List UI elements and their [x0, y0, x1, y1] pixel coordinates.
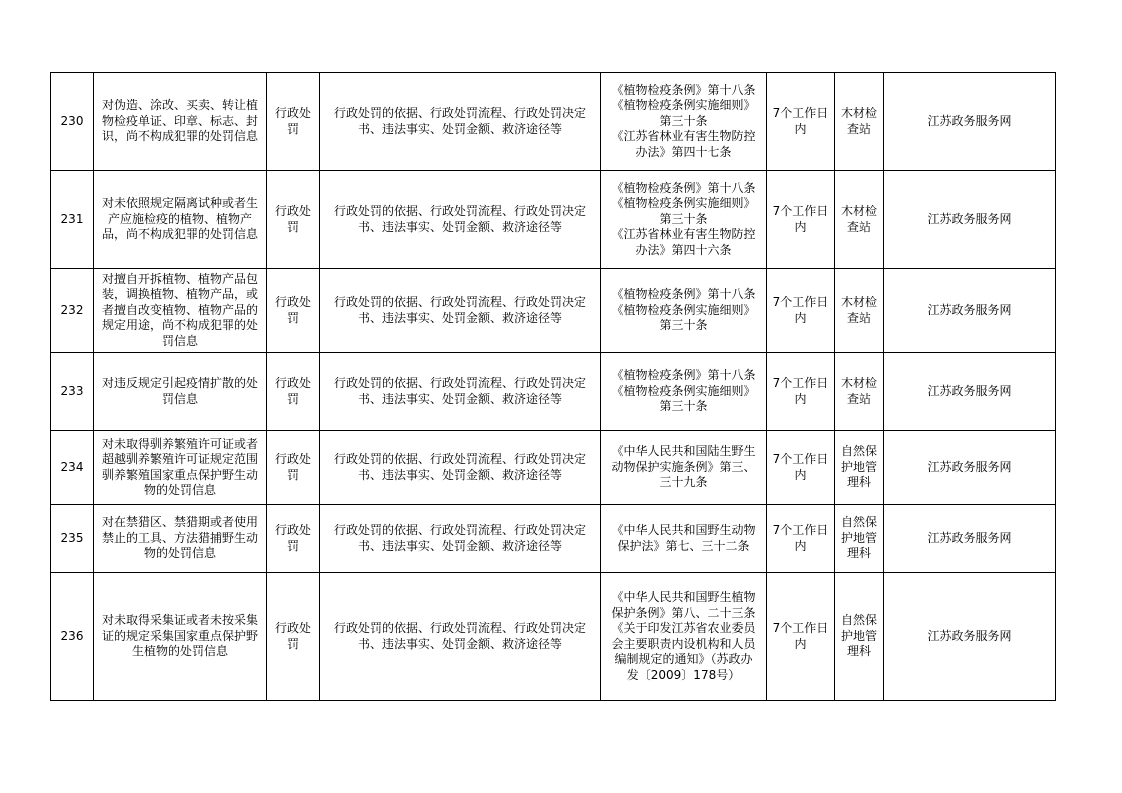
- table-body: [51, 73, 1056, 701]
- channel-cell: 江苏政务服务网: [884, 505, 1056, 573]
- channel-cell: 江苏政务服务网: [884, 171, 1056, 269]
- item-name-cell: 对未依照规定隔离试种或者生产应施检疫的植物、植物产品，尚不构成犯罪的处罚信息: [94, 171, 267, 269]
- basis-cell: [601, 73, 767, 171]
- category-cell: 行政处罚: [267, 269, 320, 353]
- item-name-cell: 对擅自开拆植物、植物产品包装，调换植物、植物产品，或者擅自改变植物、植物产品的规定用途，尚不构成犯罪的处罚信息: [94, 269, 267, 353]
- content-cell: 行政处罚的依据、行政处罚流程、行政处罚决定书、违法事实、处罚金额、救济途径等: [320, 573, 601, 701]
- basis-line: 《植物检疫条例》第十八条: [611, 368, 756, 383]
- basis-cell: [601, 171, 767, 269]
- category-cell: 行政处罚: [267, 573, 320, 701]
- disclosure-table: [50, 72, 1056, 701]
- content-cell: 行政处罚的依据、行政处罚流程、行政处罚决定书、违法事实、处罚金额、救济途径等: [320, 171, 601, 269]
- category-cell: 行政处罚: [267, 171, 320, 269]
- basis-line: 编制规定的通知》（苏政办: [614, 652, 753, 666]
- table-row: [51, 73, 1056, 171]
- category-cell: 行政处罚: [267, 73, 320, 171]
- basis-line: 第三十条: [659, 113, 708, 128]
- row-number-cell: 234: [51, 431, 94, 505]
- table-row: [51, 171, 1056, 269]
- content-cell: 行政处罚的依据、行政处罚流程、行政处罚决定书、违法事实、处罚金额、救济途径等: [320, 353, 601, 431]
- basis-line: 第三十条: [659, 211, 708, 226]
- channel-cell: 江苏政务服务网: [884, 573, 1056, 701]
- department-cell: 木材检查站: [835, 171, 884, 269]
- row-number-cell: 232: [51, 269, 94, 353]
- department-cell: 自然保护地管理科: [835, 505, 884, 573]
- item-name-cell: 对未取得采集证或者未按采集证的规定采集国家重点保护野生植物的处罚信息: [94, 573, 267, 701]
- time-limit-cell: 7个工作日内: [767, 73, 835, 171]
- table-row: [51, 431, 1056, 505]
- row-number-cell: 230: [51, 73, 94, 171]
- row-number-cell: 233: [51, 353, 94, 431]
- basis-line: 会主要职责内设机构和人员: [611, 636, 756, 651]
- basis-line: 《植物检疫条例》第十八条: [611, 180, 756, 195]
- basis-cell: [601, 573, 767, 701]
- item-name-cell: 对未取得驯养繁殖许可证或者超越驯养繁殖许可证规定范围驯养繁殖国家重点保护野生动物的处罚信息: [94, 431, 267, 505]
- basis-line: 保护法》第七、三十二条: [617, 538, 750, 553]
- basis-line: 《植物检疫条例》第十八条: [611, 82, 756, 97]
- item-name-cell: 对违反规定引起疫情扩散的处罚信息: [94, 353, 267, 431]
- content-cell: 行政处罚的依据、行政处罚流程、行政处罚决定书、违法事实、处罚金额、救济途径等: [320, 73, 601, 171]
- basis-line: 动物保护实施条例》第三、: [611, 459, 756, 474]
- channel-cell: 江苏政务服务网: [884, 353, 1056, 431]
- time-limit-cell: 7个工作日内: [767, 171, 835, 269]
- basis-line: 《植物检疫条例实施细则》: [611, 98, 756, 113]
- basis-line: 《中华人民共和国野生植物: [611, 590, 756, 604]
- basis-cell: [601, 269, 767, 353]
- content-cell: 行政处罚的依据、行政处罚流程、行政处罚决定书、违法事实、处罚金额、救济途径等: [320, 269, 601, 353]
- basis-cell: [601, 431, 767, 505]
- content-cell: 行政处罚的依据、行政处罚流程、行政处罚决定书、违法事实、处罚金额、救济途径等: [320, 431, 601, 505]
- category-cell: 行政处罚: [267, 505, 320, 573]
- department-cell: 木材检查站: [835, 73, 884, 171]
- basis-line: 办法》第四十六条: [635, 242, 732, 257]
- basis-line: 办法》第四十七条: [635, 144, 732, 159]
- category-cell: 行政处罚: [267, 353, 320, 431]
- basis-line: 《关于印发江苏省农业委员: [611, 621, 756, 635]
- basis-line: 《植物检疫条例实施细则》: [611, 196, 756, 211]
- time-limit-cell: 7个工作日内: [767, 269, 835, 353]
- basis-line: 《中华人民共和国野生动物: [611, 523, 756, 537]
- basis-cell: [601, 505, 767, 573]
- item-name-cell: 对在禁猎区、禁猎期或者使用禁止的工具、方法猎捕野生动物的处罚信息: [94, 505, 267, 573]
- basis-line: 发〔2009〕178号）: [626, 667, 741, 682]
- basis-line: 《江苏省林业有害生物防控: [611, 129, 756, 144]
- channel-cell: 江苏政务服务网: [884, 431, 1056, 505]
- department-cell: 木材检查站: [835, 353, 884, 431]
- department-cell: 木材检查站: [835, 269, 884, 353]
- table-row: [51, 353, 1056, 431]
- basis-line: 三十九条: [659, 475, 708, 490]
- basis-line: 《植物检疫条例实施细则》: [611, 302, 756, 317]
- channel-cell: 江苏政务服务网: [884, 73, 1056, 171]
- department-cell: 自然保护地管理科: [835, 431, 884, 505]
- row-number-cell: 235: [51, 505, 94, 573]
- row-number-cell: 231: [51, 171, 94, 269]
- table-row: [51, 505, 1056, 573]
- basis-line: 第三十条: [659, 318, 708, 333]
- time-limit-cell: 7个工作日内: [767, 353, 835, 431]
- department-cell: 自然保护地管理科: [835, 573, 884, 701]
- basis-cell: [601, 353, 767, 431]
- basis-line: 《植物检疫条例》第十八条: [611, 287, 756, 302]
- basis-line: 《中华人民共和国陆生野生: [611, 444, 756, 459]
- time-limit-cell: 7个工作日内: [767, 431, 835, 505]
- basis-line: 第三十条: [659, 399, 708, 414]
- table-row: [51, 269, 1056, 353]
- basis-line: 《植物检疫条例实施细则》: [611, 383, 756, 398]
- basis-line: 保护条例》第八、二十三条: [611, 605, 756, 620]
- item-name-cell: 对伪造、涂改、买卖、转让植物检疫单证、印章、标志、封识，尚不构成犯罪的处罚信息: [94, 73, 267, 171]
- channel-cell: 江苏政务服务网: [884, 269, 1056, 353]
- time-limit-cell: 7个工作日内: [767, 505, 835, 573]
- time-limit-cell: 7个工作日内: [767, 573, 835, 701]
- basis-line: 《江苏省林业有害生物防控: [611, 227, 756, 242]
- category-cell: 行政处罚: [267, 431, 320, 505]
- row-number-cell: 236: [51, 573, 94, 701]
- content-cell: 行政处罚的依据、行政处罚流程、行政处罚决定书、违法事实、处罚金额、救济途径等: [320, 505, 601, 573]
- table-row: [51, 573, 1056, 701]
